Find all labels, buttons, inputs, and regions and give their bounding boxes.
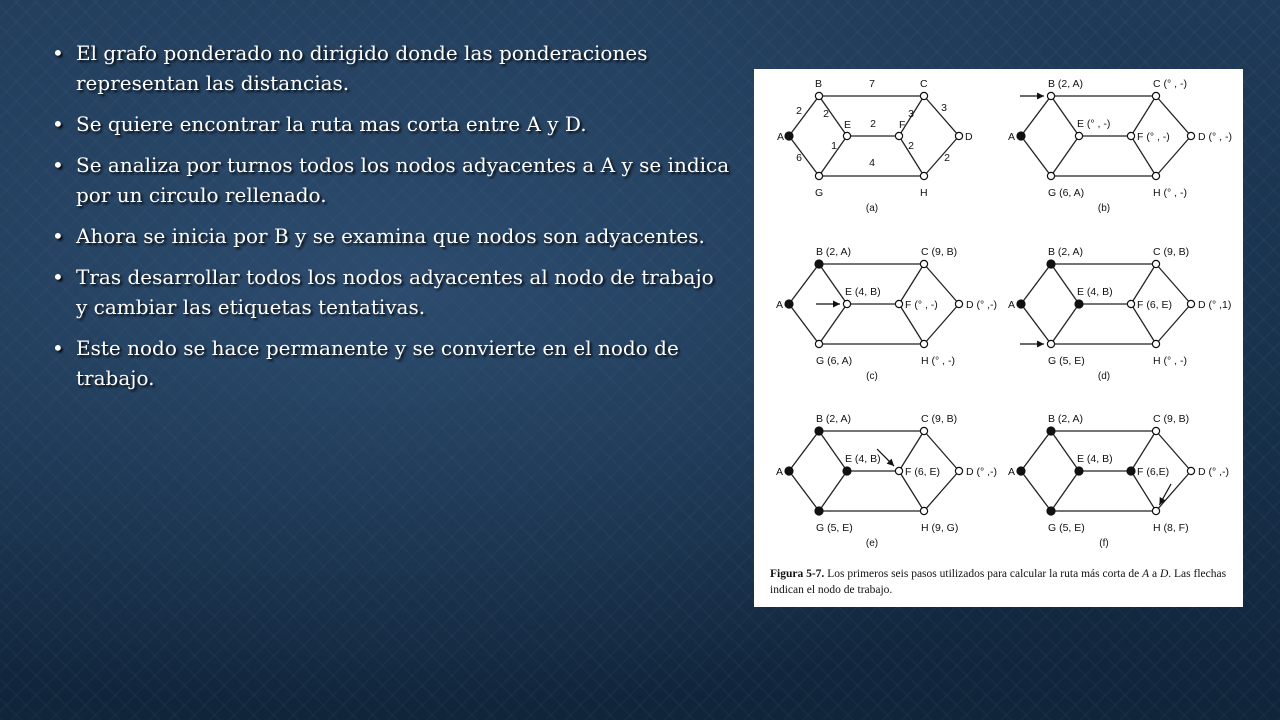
node-label: A bbox=[776, 466, 784, 478]
edge-weight: 2 bbox=[823, 108, 829, 120]
graph-node bbox=[955, 300, 962, 307]
graph-edge bbox=[924, 431, 959, 471]
node-label: E (4, B) bbox=[845, 286, 881, 298]
bullet-item bbox=[50, 262, 730, 322]
working-node-arrow bbox=[1159, 484, 1171, 505]
bullet-item bbox=[50, 150, 730, 210]
node-label: A bbox=[1008, 131, 1016, 143]
graph-node bbox=[815, 507, 823, 515]
graph-node bbox=[1047, 427, 1055, 435]
graph-edge bbox=[1021, 264, 1051, 304]
node-label: A bbox=[776, 299, 784, 311]
bullet-text: Se quiere encontrar la ruta mas corta entre A y D. bbox=[76, 112, 587, 136]
node-label: D (° ,-) bbox=[966, 466, 998, 478]
graph-node bbox=[920, 172, 927, 179]
graph-node bbox=[1152, 260, 1159, 267]
node-label: C (° , -) bbox=[1153, 78, 1187, 90]
graph-node bbox=[955, 132, 962, 139]
graph-edge bbox=[1021, 431, 1051, 471]
graph-edge bbox=[1021, 304, 1051, 344]
bullet-dot: • bbox=[52, 224, 64, 248]
bullet-item bbox=[50, 38, 730, 98]
graph-edge bbox=[1131, 96, 1156, 136]
graph-edge bbox=[789, 471, 819, 511]
bullet-text: Ahora se inicia por B y se examina que nodos son adyacentes. bbox=[76, 224, 705, 248]
graph-node bbox=[1017, 300, 1025, 308]
graph-edge bbox=[819, 304, 847, 344]
graph-node bbox=[1187, 467, 1194, 474]
caption-text: Los primeros seis pasos utilizados para calcular la ruta más corta de bbox=[827, 568, 1143, 580]
graph-node bbox=[1152, 507, 1159, 514]
graph-node bbox=[1152, 92, 1159, 99]
node-label: C bbox=[920, 78, 928, 90]
node-label: D (° ,-) bbox=[966, 299, 998, 311]
graph-edge bbox=[819, 431, 847, 471]
bullet-dot: • bbox=[52, 153, 64, 177]
node-label: E (4, B) bbox=[1077, 286, 1113, 298]
graph-edge bbox=[1051, 136, 1079, 176]
edge-weight: 1 bbox=[831, 140, 837, 152]
graph-node bbox=[785, 132, 793, 140]
edge-weight: 2 bbox=[796, 105, 802, 117]
panel-label: (c) bbox=[866, 371, 878, 382]
panel-label: (d) bbox=[1097, 371, 1111, 382]
bullet-dot: • bbox=[52, 41, 64, 65]
graph-node bbox=[1075, 467, 1083, 475]
graph-node bbox=[815, 92, 822, 99]
node-label: G (5, E) bbox=[1048, 522, 1085, 534]
node-label: C (9, B) bbox=[921, 413, 958, 425]
node-label: A bbox=[1008, 466, 1016, 478]
node-label: E (° , -) bbox=[1077, 118, 1111, 130]
graph-node bbox=[1047, 92, 1054, 99]
bullet-dot: • bbox=[52, 336, 64, 360]
graph-edge bbox=[789, 96, 819, 136]
node-label: E (4, B) bbox=[1077, 453, 1113, 465]
node-label: B (2, A) bbox=[816, 246, 852, 258]
node-label: F (6, E) bbox=[1137, 299, 1173, 311]
figure-5-7 bbox=[754, 69, 1243, 607]
edge-weight: 2 bbox=[908, 140, 914, 152]
graph-edge bbox=[819, 471, 847, 511]
edge-weight: 4 bbox=[869, 157, 875, 169]
node-label: G (5, E) bbox=[816, 522, 853, 534]
graph-node bbox=[955, 467, 962, 474]
figure-caption bbox=[770, 566, 1230, 598]
panel-label: (b) bbox=[1097, 203, 1111, 214]
node-label: D (° , -) bbox=[1198, 131, 1232, 143]
panel-label: (a) bbox=[865, 203, 879, 214]
working-node-arrow bbox=[816, 301, 840, 308]
graph-node bbox=[1187, 132, 1194, 139]
graph-edge bbox=[789, 431, 819, 471]
graph-node bbox=[1187, 300, 1194, 307]
node-label: B (2, A) bbox=[1048, 413, 1084, 425]
graph-node bbox=[1047, 340, 1054, 347]
node-label: D (° ,1) bbox=[1198, 299, 1232, 311]
graph-edge bbox=[1051, 471, 1079, 511]
graph-node bbox=[895, 132, 902, 139]
graph-node bbox=[1047, 172, 1054, 179]
graph-edge bbox=[924, 136, 959, 176]
graph-node bbox=[1152, 340, 1159, 347]
graph-node bbox=[1075, 300, 1083, 308]
graph-node bbox=[920, 260, 927, 267]
graph-node bbox=[1075, 132, 1082, 139]
graph-node bbox=[1047, 507, 1055, 515]
node-label: H (° , -) bbox=[921, 355, 955, 367]
graph-node bbox=[815, 172, 822, 179]
node-label: C (9, B) bbox=[1153, 246, 1190, 258]
bullet-text: Se analiza por turnos todos los nodos adyacentes a A y se indica por un circulo rellenado. bbox=[76, 153, 730, 207]
graph-edge bbox=[1021, 136, 1051, 176]
graph-edge bbox=[1051, 431, 1079, 471]
caption-label: Figura 5-7. bbox=[770, 568, 825, 580]
caption-text: a bbox=[1149, 568, 1160, 580]
graph-edge bbox=[1051, 304, 1079, 344]
graph-node bbox=[1017, 132, 1025, 140]
graph-node bbox=[815, 427, 823, 435]
node-label: H (9, G) bbox=[921, 522, 959, 534]
graph-node bbox=[920, 507, 927, 514]
node-label: G bbox=[815, 187, 824, 199]
bullet-item bbox=[50, 333, 730, 393]
node-label: B bbox=[815, 78, 823, 90]
graph-edge bbox=[1156, 96, 1191, 136]
node-label: B (2, A) bbox=[1048, 78, 1084, 90]
edge-weight: 7 bbox=[869, 78, 875, 90]
graph-node bbox=[785, 300, 793, 308]
edge-weight: 3 bbox=[908, 108, 914, 120]
graph-node bbox=[920, 427, 927, 434]
graph-edge bbox=[924, 264, 959, 304]
node-label: C (9, B) bbox=[921, 246, 958, 258]
edge-weight: 6 bbox=[796, 152, 802, 164]
node-label: H bbox=[920, 187, 928, 199]
bullet-text: El grafo ponderado no dirigido donde las ponderaciones representan las distancias. bbox=[76, 41, 648, 95]
graph-edge bbox=[1021, 96, 1051, 136]
node-label: G (6, A) bbox=[1048, 187, 1085, 199]
graph-edge bbox=[789, 264, 819, 304]
edge-weight: 2 bbox=[944, 152, 950, 164]
node-label: A bbox=[777, 131, 785, 143]
caption-node-d: D bbox=[1159, 568, 1169, 580]
bullet-text: Este nodo se hace permanente y se convierte en el nodo de trabajo. bbox=[76, 336, 679, 390]
graph-edge bbox=[1021, 471, 1051, 511]
bullet-item bbox=[50, 109, 730, 139]
panel-label: (f) bbox=[1099, 538, 1109, 549]
graph-edge bbox=[1131, 431, 1156, 471]
graph-node bbox=[1152, 427, 1159, 434]
working-node-arrow bbox=[1020, 341, 1044, 348]
graph-edge bbox=[1156, 264, 1191, 304]
node-label: F bbox=[899, 119, 906, 131]
node-label: H (8, F) bbox=[1153, 522, 1189, 534]
node-label: F (° , -) bbox=[1137, 131, 1170, 143]
graph-node bbox=[843, 467, 851, 475]
node-label: B (2, A) bbox=[816, 413, 852, 425]
caption-text: . Las flechas indican el nodo de trabajo. bbox=[770, 568, 1227, 596]
graph-node bbox=[1152, 172, 1159, 179]
arrow-head bbox=[1037, 93, 1044, 100]
node-label: C (9, B) bbox=[1153, 413, 1190, 425]
bullet-text: Tras desarrollar todos los nodos adyacentes al nodo de trabajo y cambiar las etiquetas tentativas. bbox=[76, 265, 714, 319]
bullet-dot: • bbox=[52, 112, 64, 136]
graph-node bbox=[1127, 300, 1134, 307]
edge-weight: 3 bbox=[941, 102, 947, 114]
graph-edge bbox=[1156, 431, 1191, 471]
node-label: G (6, A) bbox=[816, 355, 853, 367]
node-label: D (° ,-) bbox=[1198, 466, 1230, 478]
node-label: A bbox=[1008, 299, 1016, 311]
graph-node bbox=[1047, 260, 1055, 268]
bullet-list bbox=[50, 38, 730, 404]
graph-node bbox=[815, 260, 823, 268]
graph-node bbox=[1017, 467, 1025, 475]
graph-node bbox=[920, 340, 927, 347]
bullet-item bbox=[50, 221, 730, 251]
arrow-head bbox=[833, 301, 840, 308]
graph-edge bbox=[1051, 264, 1079, 304]
graph-node bbox=[843, 132, 850, 139]
dijkstra-diagram bbox=[754, 69, 1243, 564]
node-label: H (° , -) bbox=[1153, 187, 1187, 199]
node-label: G (5, E) bbox=[1048, 355, 1085, 367]
graph-node bbox=[815, 340, 822, 347]
graph-node bbox=[895, 467, 902, 474]
working-node-arrow bbox=[1020, 93, 1044, 100]
graph-edge bbox=[1051, 96, 1079, 136]
graph-node bbox=[785, 467, 793, 475]
node-label: E (4, B) bbox=[845, 453, 881, 465]
graph-edge bbox=[1131, 264, 1156, 304]
graph-edge bbox=[819, 264, 847, 304]
graph-edge bbox=[789, 304, 819, 344]
graph-edge bbox=[789, 136, 819, 176]
graph-node bbox=[1127, 467, 1135, 475]
node-label: D bbox=[965, 131, 973, 143]
edge-weight: 2 bbox=[870, 118, 876, 130]
node-label: F (° , -) bbox=[905, 299, 938, 311]
graph-edge bbox=[899, 431, 924, 471]
node-label: E bbox=[844, 119, 852, 131]
graph-node bbox=[843, 300, 850, 307]
arrow-head bbox=[1037, 341, 1044, 348]
node-label: B (2, A) bbox=[1048, 246, 1084, 258]
graph-node bbox=[895, 300, 902, 307]
caption-node-a: A bbox=[1142, 568, 1150, 580]
graph-node bbox=[1127, 132, 1134, 139]
node-label: H (° , -) bbox=[1153, 355, 1187, 367]
graph-node bbox=[920, 92, 927, 99]
panel-label: (e) bbox=[865, 538, 879, 549]
graph-edge bbox=[899, 264, 924, 304]
node-label: F (6,E) bbox=[1137, 466, 1170, 478]
node-label: F (6, E) bbox=[905, 466, 941, 478]
bullet-dot: • bbox=[52, 265, 64, 289]
